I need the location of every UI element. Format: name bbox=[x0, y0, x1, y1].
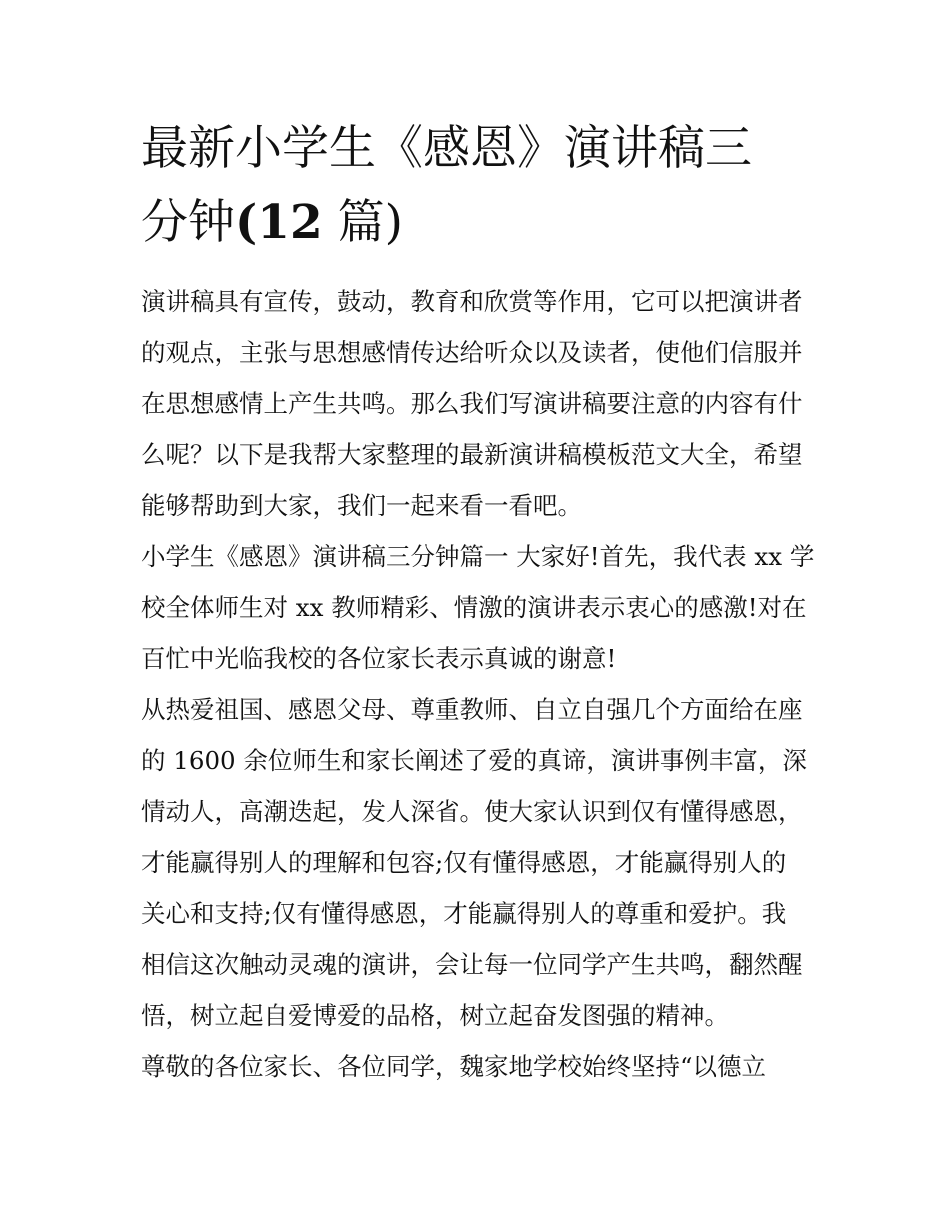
body-line: 能够帮助到大家，我们一起来看一看吧。 bbox=[141, 491, 582, 520]
body-line: 百忙中光临我校的各位家长表示真诚的谢意! bbox=[141, 644, 617, 673]
document-title bbox=[141, 112, 821, 260]
body-line: 演讲稿具有宣传，鼓动，教育和欣赏等作用，它可以把演讲者 bbox=[141, 287, 803, 316]
body-line: 的观点，主张与思想感情传达给听众以及读者，使他们信服并 bbox=[141, 338, 803, 367]
title-line-2-prefix: 分钟 bbox=[141, 195, 235, 250]
body-line: 悟，树立起自爱博爱的品格，树立起奋发图强的精神。 bbox=[141, 1001, 729, 1030]
body-line: 关心和支持;仅有懂得感恩，才能赢得别人的尊重和爱护。我 bbox=[141, 899, 787, 928]
body-line: 在思想感情上产生共鸣。那么我们写演讲稿要注意的内容有什 bbox=[141, 389, 803, 418]
body-line: 情动人，高潮迭起，发人深省。使大家认识到仅有懂得感恩， bbox=[141, 797, 803, 826]
title-line-1: 最新小学生《感恩》演讲稿三 bbox=[141, 121, 752, 176]
body-line: 才能赢得别人的理解和包容;仅有懂得感恩，才能赢得别人的 bbox=[141, 848, 787, 877]
body-line: 的 1600 余位师生和家长阐述了爱的真谛，演讲事例丰富，深 bbox=[141, 746, 807, 775]
document-body bbox=[141, 276, 821, 1092]
title-line-2-count: (12 bbox=[235, 195, 323, 250]
title-line-2 bbox=[141, 186, 821, 260]
body-line: 小学生《感恩》演讲稿三分钟篇一 大家好!首先，我代表 xx 学 bbox=[141, 542, 815, 571]
body-line: 校全体师生对 xx 教师精彩、情激的演讲表示衷心的感激!对在 bbox=[141, 593, 807, 622]
body-line: 相信这次触动灵魂的演讲，会让每一位同学产生共鸣，翻然醒 bbox=[141, 950, 803, 979]
body-line: 尊敬的各位家长、各位同学，魏家地学校始终坚持“以德立 bbox=[141, 1052, 767, 1081]
body-line: 从热爱祖国、感恩父母、尊重教师、自立自强几个方面给在座 bbox=[141, 695, 803, 724]
body-line: 么呢？以下是我帮大家整理的最新演讲稿模板范文大全，希望 bbox=[141, 440, 803, 469]
title-line-2-suffix: 篇) bbox=[322, 195, 403, 250]
